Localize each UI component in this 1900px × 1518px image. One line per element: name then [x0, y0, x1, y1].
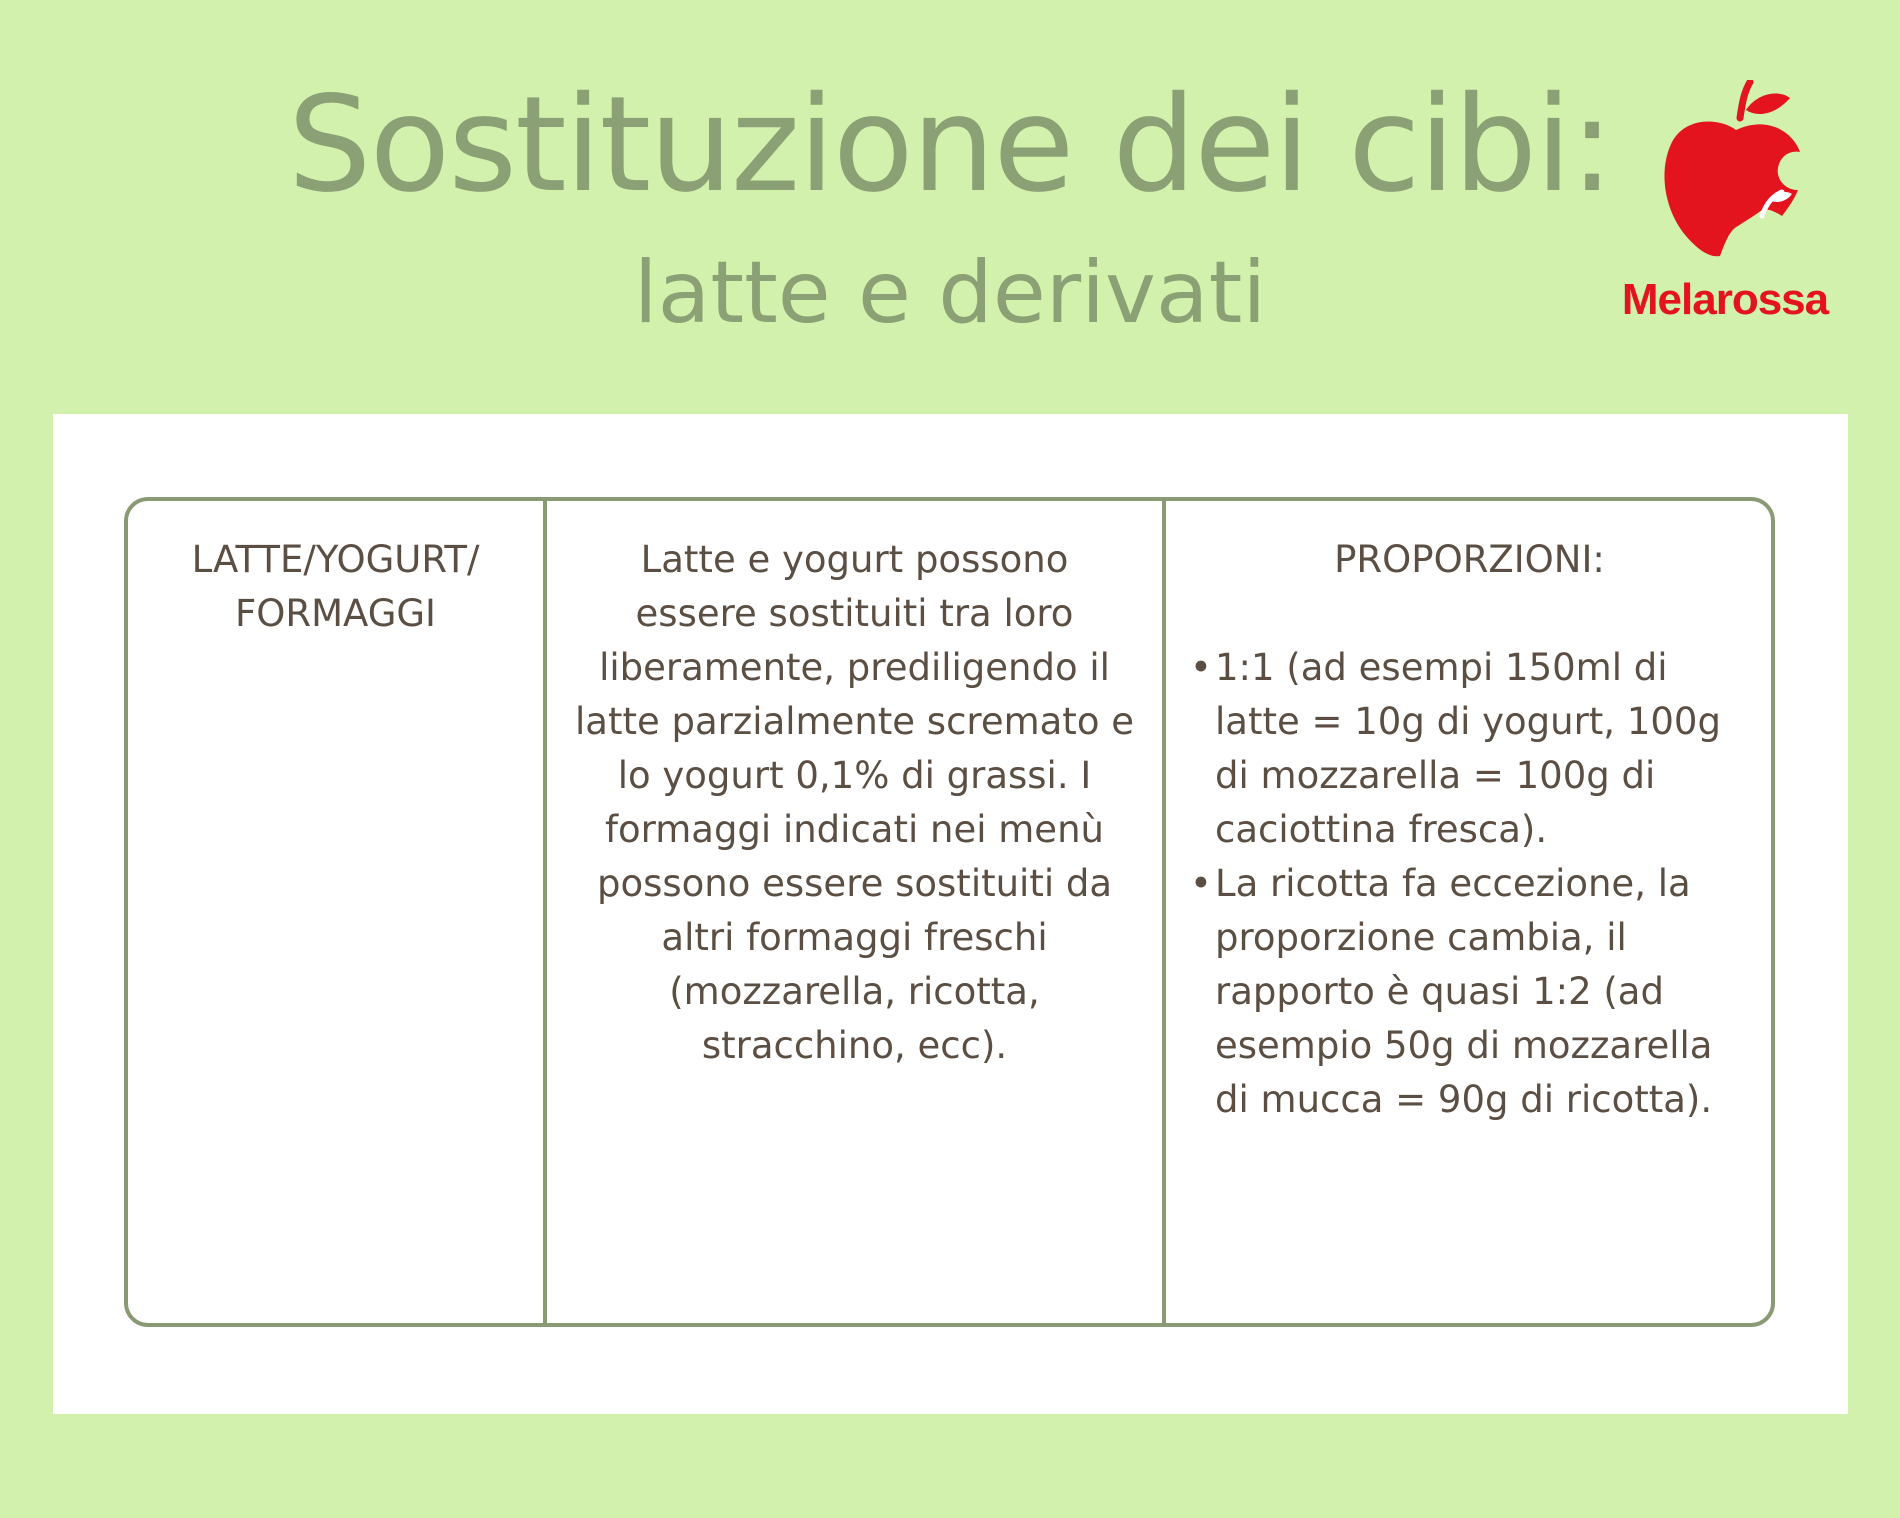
list-item	[1190, 857, 1749, 1127]
bullet-icon: •	[1190, 862, 1212, 905]
page-title: Sostituzione dei cibi:	[287, 68, 1613, 222]
content-panel	[53, 414, 1848, 1414]
proportions-heading: PROPORZIONI:	[1334, 538, 1605, 581]
proportions-list	[1190, 641, 1749, 1127]
page-subtitle: latte e derivati	[633, 243, 1267, 343]
apple-icon	[1658, 80, 1808, 260]
list-item	[1190, 641, 1749, 857]
list-item-text: 1:1 (ad esempi 150ml di latte = 10g di yogurt, 100g di mozzarella = 100g di caciottina fresca).	[1215, 646, 1721, 851]
category-cell: LATTE/YOGURT/ FORMAGGI	[128, 501, 547, 1323]
bullet-icon: •	[1190, 646, 1212, 689]
list-item-text: La ricotta fa eccezione, la proporzione cambia, il rapporto è quasi 1:2 (ad esempio 50g di mozzarella di mucca = 90g di ricotta).	[1215, 862, 1713, 1121]
substitution-table	[124, 497, 1775, 1327]
proportions-cell	[1166, 501, 1771, 1323]
brand-name: Melarossa	[1621, 275, 1829, 324]
description-cell: Latte e yogurt possono essere sostituiti tra loro liberamente, prediligendo il latte parzialmente scremato e lo yogurt 0,1% di grassi. I formaggi indicati nei menù possono essere sostituiti da altri formaggi freschi (mozzarella, ricotta, stracchino, ecc).	[547, 501, 1166, 1323]
brand-logo	[1600, 80, 1850, 340]
